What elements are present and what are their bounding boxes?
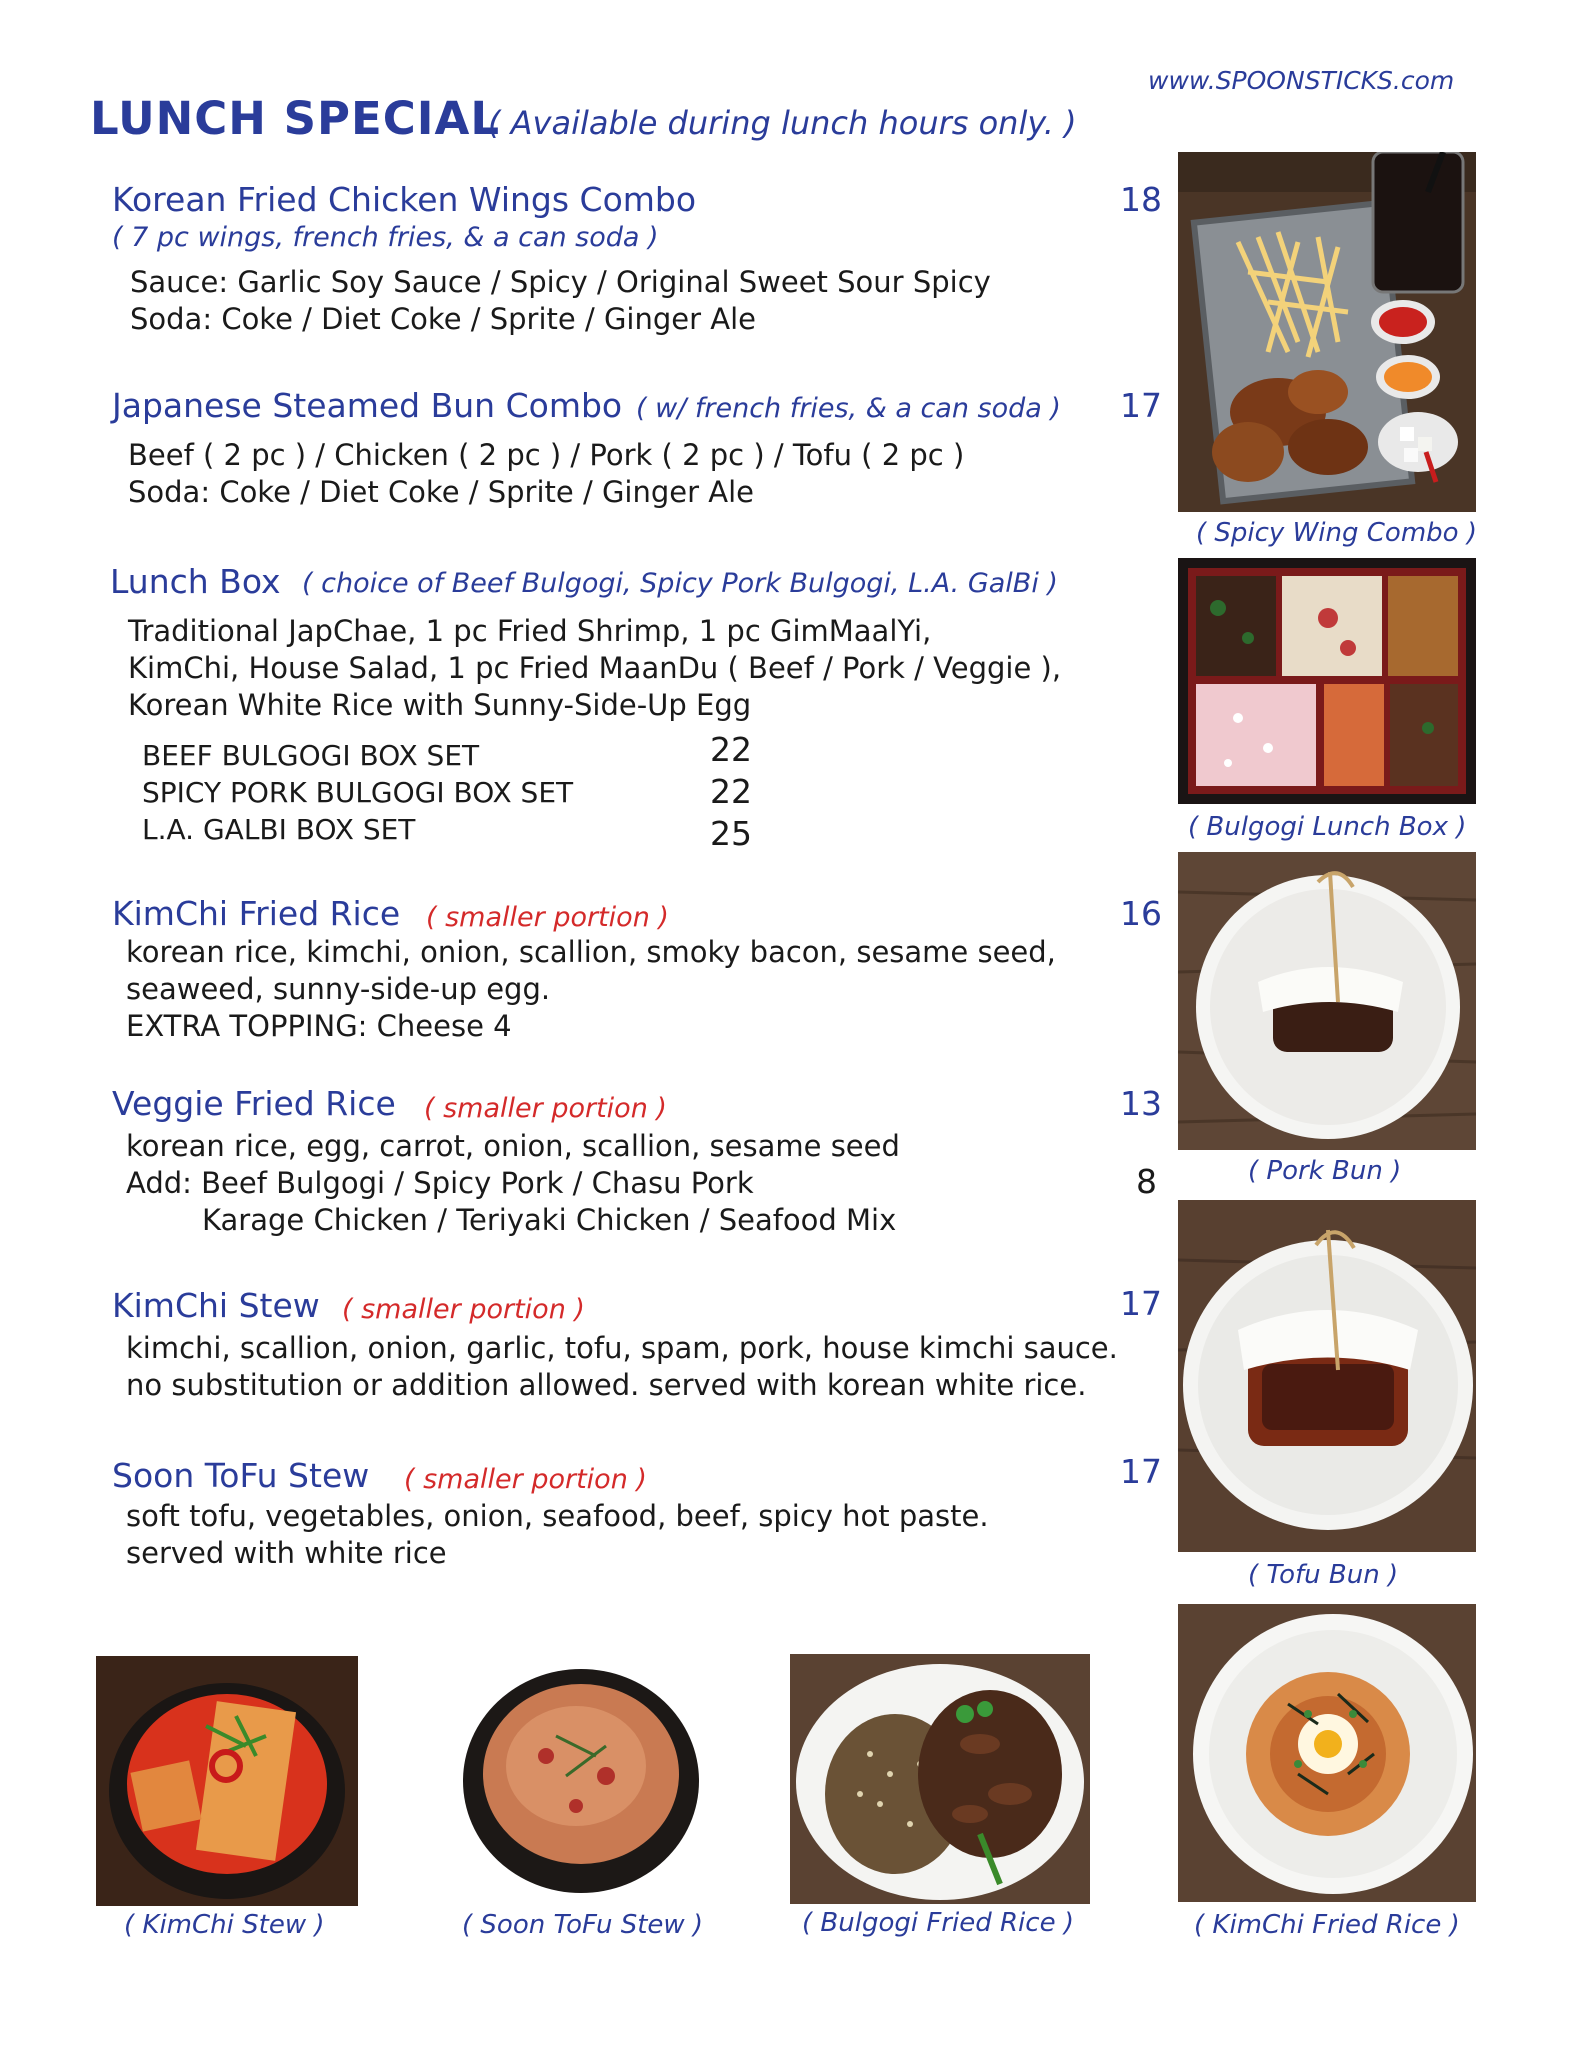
item-name-kimchi-fried-rice: KimChi Fried Rice [112,894,401,933]
item-desc-line: served with white rice [126,1536,447,1570]
item-note-wings-combo: ( 7 pc wings, french fries, & a can soda ) [112,222,659,253]
item-desc-line: Soda: Coke / Diet Coke / Sprite / Ginger Ale [128,475,754,509]
caption-pork-bun: ( Pork Bun ) [1248,1156,1402,1186]
item-price-veggie-fried-rice: 13 [1120,1084,1162,1123]
item-name-bun-combo: Japanese Steamed Bun Combo [112,386,623,425]
item-price-wings-combo: 18 [1120,180,1162,219]
item-desc-line: Add: Beef Bulgogi / Spicy Pork / Chasu Pork [126,1166,754,1200]
item-desc-line: Beef ( 2 pc ) / Chicken ( 2 pc ) / Pork ( 2 pc ) / Tofu ( 2 pc ) [128,438,965,472]
item-note-soon-tofu-stew: ( smaller portion ) [404,1464,647,1495]
box-set-price: 25 [710,814,752,853]
item-name-veggie-fried-rice: Veggie Fried Rice [112,1084,396,1123]
item-note-lunch-box: ( choice of Beef Bulgogi, Spicy Pork Bulgogi, L.A. GalBi ) [302,568,1058,599]
item-desc-line: kimchi, scallion, onion, garlic, tofu, spam, pork, house kimchi sauce. [126,1331,1118,1365]
item-desc-line: Sauce: Garlic Soy Sauce / Spicy / Original Sweet Sour Spicy [130,265,991,299]
item-desc-line: Soda: Coke / Diet Coke / Sprite / Ginger Ale [130,302,756,336]
title-note: ( Available during lunch hours only. ) [488,104,1077,142]
page-title: LUNCH SPECIAL [90,92,501,145]
item-note-veggie-fried-rice: ( smaller portion ) [424,1093,667,1124]
item-desc-line: soft tofu, vegetables, onion, seafood, beef, spicy hot paste. [126,1499,989,1533]
box-set-label: L.A. GALBI BOX SET [142,813,416,846]
photo-kimchi-fried-rice [1178,1604,1476,1902]
item-name-lunch-box: Lunch Box [110,562,281,601]
photo-pork-bun [1178,852,1476,1150]
photo-kimchi-stew [96,1656,358,1906]
photo-soon-tofu-stew [456,1656,706,1902]
caption-bulgogi-lunch-box: ( Bulgogi Lunch Box ) [1188,812,1467,842]
item-name-kimchi-stew: KimChi Stew [112,1286,320,1325]
item-note-kimchi-fried-rice: ( smaller portion ) [426,902,669,933]
item-desc-line: korean rice, kimchi, onion, scallion, smoky bacon, sesame seed, [126,935,1056,969]
caption-spicy-wing-combo: ( Spicy Wing Combo ) [1196,518,1477,548]
item-note-kimchi-stew: ( smaller portion ) [342,1294,585,1325]
photo-bulgogi-lunch-box [1178,558,1476,804]
item-name-wings-combo: Korean Fried Chicken Wings Combo [112,180,697,219]
website-url: www.SPOONSTICKS.com [1148,66,1455,95]
photo-tofu-bun [1178,1200,1476,1552]
item-desc-line: KimChi, House Salad, 1 pc Fried MaanDu ( Beef / Pork / Veggie ), [128,651,1062,685]
caption-kimchi-stew: ( KimChi Stew ) [124,1910,325,1940]
item-price-kimchi-stew: 17 [1120,1284,1162,1323]
item-desc-line: EXTRA TOPPING: Cheese 4 [126,1009,512,1043]
item-name-soon-tofu-stew: Soon ToFu Stew [112,1456,370,1495]
caption-tofu-bun: ( Tofu Bun ) [1248,1560,1399,1590]
item-price-soon-tofu-stew: 17 [1120,1452,1162,1491]
box-set-label: BEEF BULGOGI BOX SET [142,739,480,772]
item-desc-line: no substitution or addition allowed. served with korean white rice. [126,1368,1087,1402]
item-note-bun-combo: ( w/ french fries, & a can soda ) [636,393,1061,424]
item-desc-line: Karage Chicken / Teriyaki Chicken / Seafood Mix [202,1203,897,1237]
caption-kimchi-fried-rice: ( KimChi Fried Rice ) [1194,1910,1460,1940]
box-set-price: 22 [710,730,752,769]
item-price-bun-combo: 17 [1120,386,1162,425]
item-add-price: 8 [1136,1162,1157,1201]
box-set-price: 22 [710,772,752,811]
caption-soon-tofu-stew: ( Soon ToFu Stew ) [462,1910,704,1940]
item-desc-line: Korean White Rice with Sunny-Side-Up Egg [128,688,752,722]
box-set-label: SPICY PORK BULGOGI BOX SET [142,776,574,809]
photo-spicy-wing-combo [1178,152,1476,512]
item-desc-line: korean rice, egg, carrot, onion, scallion, sesame seed [126,1129,900,1163]
item-price-kimchi-fried-rice: 16 [1120,894,1162,933]
caption-bulgogi-fried-rice: ( Bulgogi Fried Rice ) [802,1908,1074,1938]
item-desc-line: Traditional JapChae, 1 pc Fried Shrimp, 1 pc GimMaalYi, [128,614,932,648]
item-desc-line: seaweed, sunny-side-up egg. [126,972,551,1006]
photo-bulgogi-fried-rice [790,1654,1090,1904]
